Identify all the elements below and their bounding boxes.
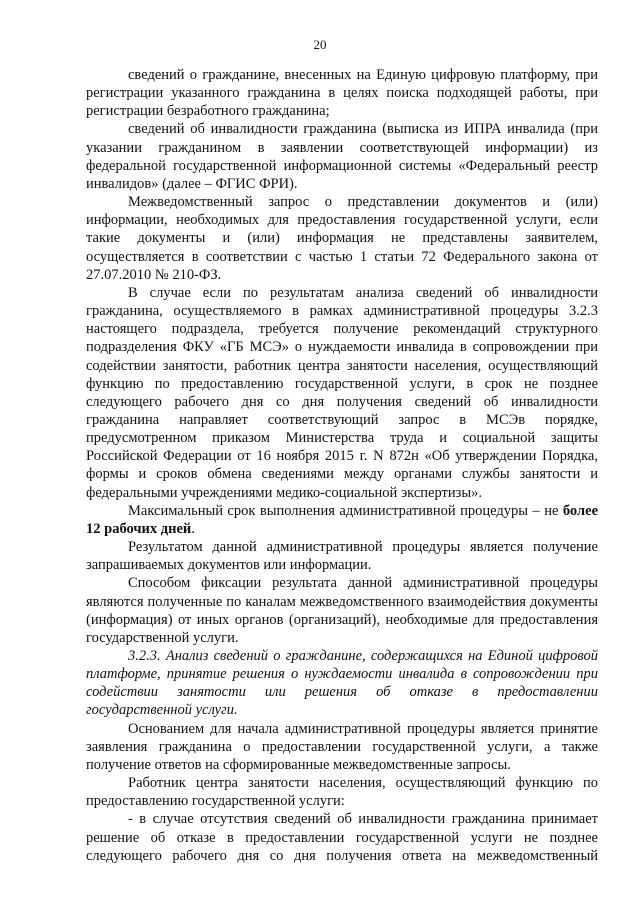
- document-body: [86, 66, 598, 865]
- paragraph-9: Работник центра занятости населения, осуществляющий функцию по предоставлению государственной услуги:: [86, 775, 598, 810]
- paragraph-5-start: Максимальный срок выполнения административной процедуры – не: [128, 502, 563, 519]
- paragraph-5-bold: более 12 рабочих дней: [86, 502, 598, 537]
- paragraph-1: сведений о гражданине, внесенных на Единую цифровую платформу, при регистрации указанного гражданина в целях поиска подходящей работы, при регистрации безработного гражданина;: [86, 67, 598, 120]
- paragraph-3: Межведомственный запрос о представлении документов и (или) информации, необходимых для предоставления государственной услуги, если такие документы и (или) информация не представлены заявителем, осуществляется в соответствии с частью 1 статьи 72 Федерального закона от 27.07.2010 № 210-ФЗ.: [86, 194, 598, 283]
- paragraph-5-end: .: [191, 520, 195, 537]
- paragraph-6: Результатом данной административной процедуры является получение запрашиваемых документов или информации.: [86, 539, 598, 574]
- page-number: 20: [313, 37, 327, 52]
- paragraph-4: В случае если по результатам анализа сведений об инвалидности гражданина, осуществляемого в рамках административной процедуры 3.2.3 настоящего подраздела, требуется получение рекомендаций структурного подразделения ФКУ «ГБ МСЭ» о нуждаемости инвалида в сопровождении при содействии занятости, работник центра занятости населения, осуществляющий функцию по предоставлению государственной услуги, в срок не позднее следующего рабочего дня со дня получения сведений об инвалидности гражданина направляет соответствующий запрос в МСЭв порядке, предусмотренном приказом Министерства труда и социальной защиты Российской Федерации от 16 ноября 2015 г. N 872н «Об утверждении Порядка, формы и сроков обмена сведениями между органами службы занятости и федеральными учреждениями медико-социальной экспертизы».: [86, 284, 598, 501]
- paragraph-2: сведений об инвалидности гражданина (выписка из ИПРА инвалида (при указании гражданином в заявлении соответствующей информации) из федеральной государственной информационной системы «Федеральный реестр инвалидов» (далее – ФГИС ФРИ).: [86, 121, 598, 192]
- paragraph-5: [86, 502, 598, 538]
- section-heading-3-2-3: 3.2.3. Анализ сведений о гражданине, содержащихся на Единой цифровой платформе, принятие решения о нуждаемости инвалида в сопровождении при содействии занятости или решения об отказе в предоставлении государственной услуги.: [86, 648, 598, 719]
- paragraph-7: Способом фиксации результата данной административной процедуры являются полученные по каналам межведомственного взаимодействия документы (информация) от иных органов (организаций), необходимые для предоставления государственной услуги.: [86, 575, 598, 646]
- paragraph-8: Основанием для начала административной процедуры является принятие заявления гражданина о предоставлении государственной услуги, а также получение ответов на сформированные межведомственные запросы.: [86, 720, 598, 773]
- paragraph-10: - в случае отсутствия сведений об инвалидности гражданина принимает решение об отказе в предоставлении государственной услуги не позднее следующего рабочего дня со дня получения ответа на межведомственный: [86, 811, 598, 864]
